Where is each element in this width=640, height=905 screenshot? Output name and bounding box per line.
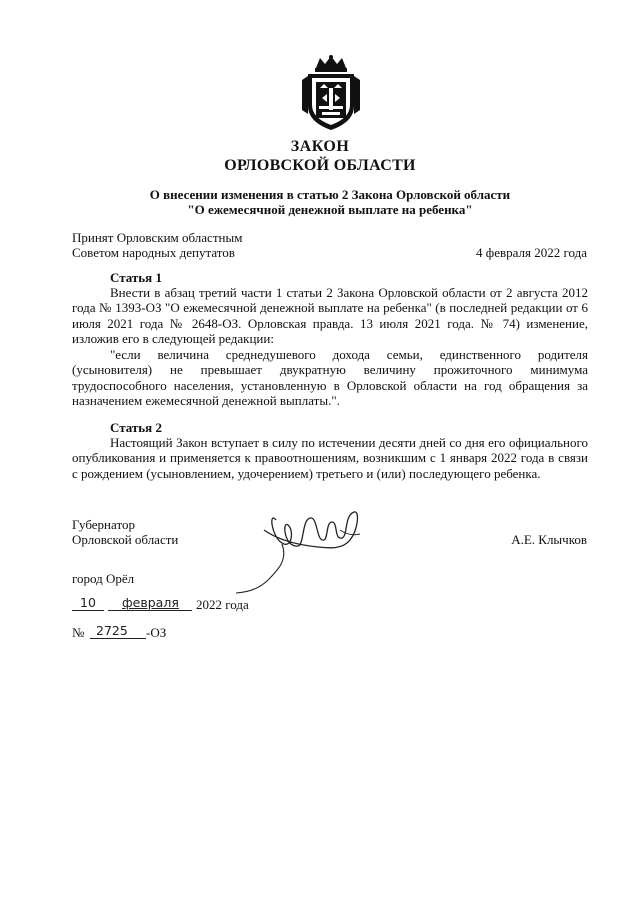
document-subject-line2: "О ежемесячной денежной выплате на ребенка": [187, 202, 473, 217]
signatory-title-line2: Орловской области: [72, 532, 179, 547]
signing-day: 10: [80, 595, 96, 610]
coat-of-arms-icon: [300, 54, 362, 132]
article-2-heading: Статья 2: [110, 420, 162, 435]
article-1-paragraph-2: "если величина среднедушевого дохода семьи, единственного родителя (усыновителя) не превышает двукратную величину прожиточного минимума трудоспособного населения, установленную в Орловской области на год обращения за назначением ежемесячной денежной выплаты.".: [72, 347, 588, 409]
law-number: [72, 625, 192, 643]
adopted-by-line2: Советом народных депутатов: [72, 245, 235, 260]
adopted-by-line1: Принят Орловским областным: [72, 230, 243, 245]
law-number-suffix: -ОЗ: [146, 625, 167, 640]
article-1-paragraph-1: Внести в абзац третий части 1 статьи 2 Закона Орловской области от 2 августа 2012 года № 1393-ОЗ "О ежемесячной денежной выплате на ребенка" (в последней редакции от 6 июля 2021 года № 2648-ОЗ. Орловская правда. 13 июля 2021 года. № 74) изменение, изложив его в следующей редакции:: [72, 285, 588, 347]
document-title: ЗАКОН: [290, 138, 350, 155]
city: город Орёл: [72, 571, 135, 586]
document-subject-line1: О внесении изменения в статью 2 Закона Орловской области: [149, 187, 511, 202]
signature-icon: [228, 500, 378, 595]
article-1-heading: Статья 1: [110, 270, 162, 285]
signing-month: февраля: [122, 595, 179, 610]
law-number-value: 2725: [96, 623, 128, 638]
signatory-name: А.Е. Клычков: [511, 532, 587, 547]
signatory-title-line1: Губернатор: [72, 517, 135, 532]
article-2-paragraph-1: Настоящий Закон вступает в силу по истечении десяти дней со дня его официального опубликования и применяется к правоотношениям, возникшим с 1 января 2022 года в связи с рождением (усыновлением, удочерением) третьего и (или) последующего ребенка.: [72, 435, 588, 481]
signing-date: [72, 597, 272, 615]
adoption-date: 4 февраля 2022 года: [476, 245, 587, 260]
signing-year: 2022 года: [196, 597, 249, 612]
document-title-region: ОРЛОВСКОЙ ОБЛАСТИ: [224, 157, 416, 174]
number-sign: №: [72, 625, 85, 640]
